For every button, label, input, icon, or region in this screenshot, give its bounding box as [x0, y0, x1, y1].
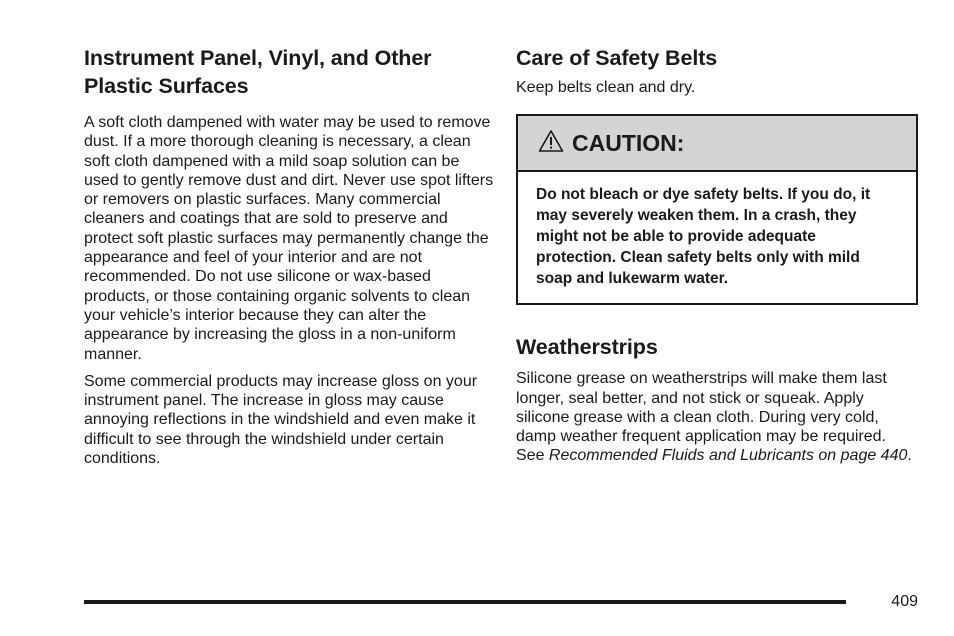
caution-body: Do not bleach or dye safety belts. If you do, it may severely weaken them. In a crash, they might not be able to provide adequate protection. Clean safety belts only with mild soap and lukewarm water. — [536, 186, 871, 288]
footer-rule — [84, 600, 846, 604]
instrument-panel-paragraph-2: Some commercial products may increase gloss on your instrument panel. The increase in gloss may cause annoying reflections in the windshield and even make it difficult to see through the windshield under certain conditions. — [84, 372, 478, 468]
warning-triangle-icon — [538, 129, 564, 158]
safety-belts-text: Keep belts clean and dry. — [516, 79, 696, 96]
left-column — [84, 0, 494, 468]
weatherstrips-period: . — [907, 447, 912, 465]
page-number: 409 — [891, 593, 918, 610]
weatherstrips-heading: Weatherstrips — [516, 335, 658, 360]
right-column — [516, 0, 918, 466]
caution-header — [518, 116, 916, 172]
instrument-panel-paragraph-1: A soft cloth dampened with water may be used to remove dust. If a more thorough cleaning is necessary, a clean soft cloth dampened with a mild soap solution can be used to gently remove dust and dirt. Never use spot lifters or removers on plastic surfaces. Many commercial cleaners and coatings that are sold to preserve and protect soft plastic surfaces may permanently change the appearance and feel of your interior and are not recommended. Do not use silicone or wax-based products, or those containing organic solvents to clean your vehicle’s interior because they can alter the appearance by increasing the gloss in a non-uniform manner. — [84, 114, 494, 363]
weatherstrips-text: Silicone grease on weatherstrips will make them last longer, seal better, and not stick or squeak. Apply silicone grease with a clean cloth. During very cold, damp weather frequent application may be required. See — [516, 370, 887, 465]
instrument-panel-heading: Instrument Panel, Vinyl, and Other Plastic Surfaces — [84, 46, 432, 98]
fluids-lubricants-reference: Recommended Fluids and Lubricants on page 440 — [548, 447, 908, 465]
caution-box — [516, 114, 918, 305]
caution-title: CAUTION: — [572, 129, 685, 156]
weatherstrips-paragraph — [516, 369, 918, 465]
safety-belts-heading: Care of Safety Belts — [516, 46, 718, 70]
